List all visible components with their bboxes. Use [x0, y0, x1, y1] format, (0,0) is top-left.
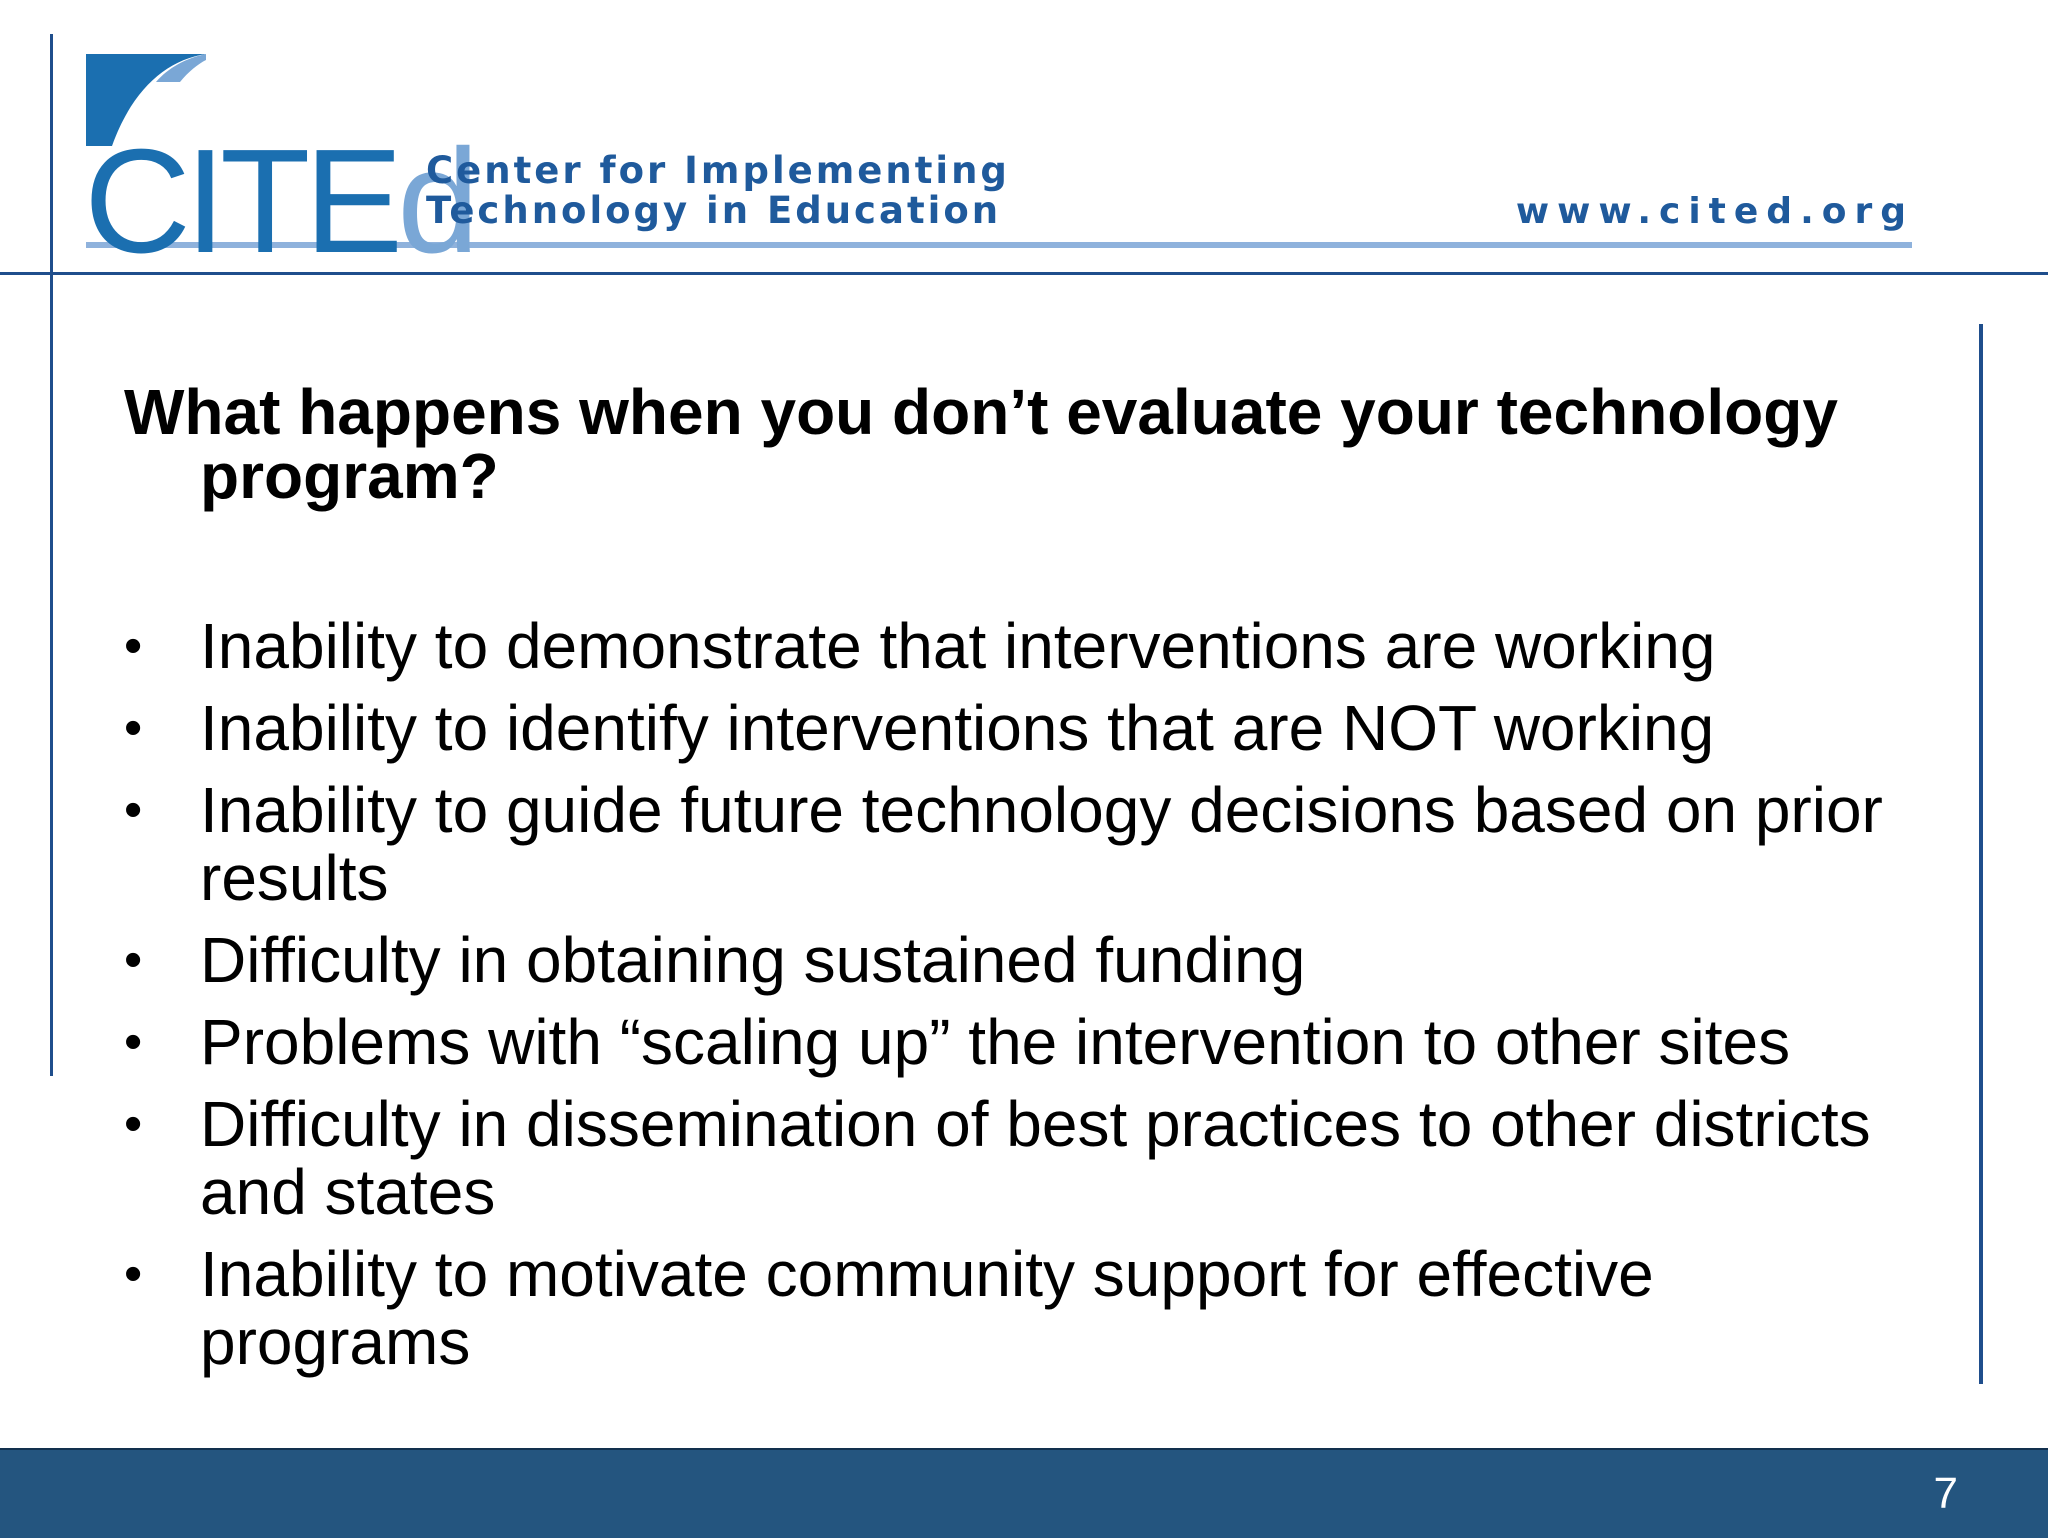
bullet-item — [124, 1008, 1924, 1076]
header-url: www.cited.org — [1515, 191, 1914, 232]
slide-heading: What happens when you don’t evaluate your technology program? — [124, 376, 1838, 512]
bullet-item — [124, 1240, 1924, 1376]
bullet-item — [124, 1090, 1924, 1226]
left-vertical-rule — [50, 34, 53, 1076]
bullet-dot: • — [124, 699, 143, 757]
bullet-text: Inability to motivate community support for effective programs — [200, 1238, 1654, 1378]
bullet-dot: • — [124, 1095, 143, 1153]
logo-wordmark-d: d — [397, 119, 474, 284]
bullet-dot: • — [124, 781, 143, 839]
cited-logo — [84, 50, 1010, 284]
page-number: 7 — [1933, 1469, 1958, 1518]
bullet-list — [124, 612, 1924, 1390]
bullet-dot: • — [124, 1245, 143, 1303]
bullet-dot: • — [124, 1013, 143, 1071]
right-vertical-rule — [1979, 324, 1983, 1384]
bullet-item — [124, 612, 1924, 680]
footer-bar — [0, 1448, 2048, 1538]
bullet-dot: • — [124, 931, 143, 989]
bullet-item — [124, 776, 1924, 912]
bullet-text: Problems with “scaling up” the intervention to other sites — [200, 1006, 1791, 1078]
logo-tagline-line2: Technology in Education — [426, 189, 1002, 232]
bullet-text: Difficulty in dissemination of best practices to other districts and states — [200, 1088, 1871, 1228]
bullet-item — [124, 694, 1924, 762]
bullet-item — [124, 926, 1924, 994]
bullet-text: Difficulty in obtaining sustained funding — [200, 924, 1306, 996]
bullet-dot: • — [124, 617, 143, 675]
logo-wordmark-main: CITE — [84, 119, 398, 284]
bullet-text: Inability to guide future technology decisions based on prior results — [200, 774, 1883, 914]
logo-wordmark — [84, 119, 474, 284]
bullet-text: Inability to identify interventions that are NOT working — [200, 692, 1715, 764]
bullet-text: Inability to demonstrate that interventions are working — [200, 610, 1716, 682]
logo-tagline-line1: Center for Implementing — [426, 149, 1010, 192]
